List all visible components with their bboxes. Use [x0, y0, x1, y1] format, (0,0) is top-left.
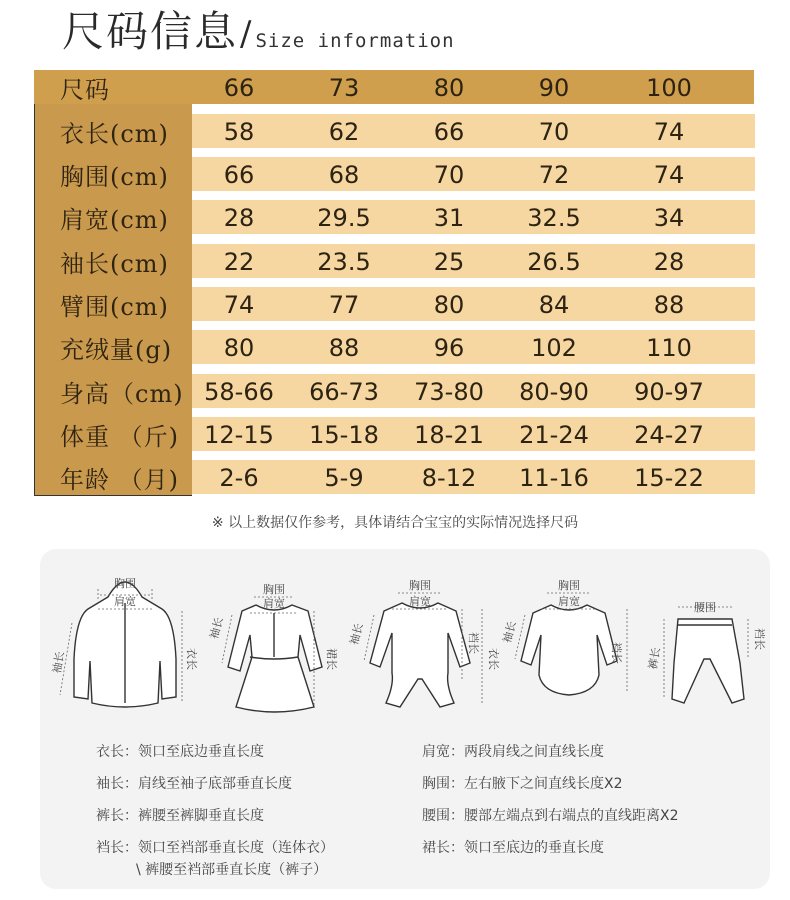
- table-cell: 102: [531, 334, 577, 362]
- definition-item: 衣长：领口至底边垂直长度: [96, 744, 264, 760]
- row-label: 年龄 （月): [60, 465, 179, 494]
- table-cell: 15-18: [309, 421, 379, 449]
- romper-sleeve-label: 袖长: [347, 621, 366, 647]
- bodysuit-crotch-label: 裆长: [610, 642, 623, 664]
- jacket-length-label: 衣长: [185, 648, 198, 670]
- header-size: 73: [328, 74, 360, 102]
- table-cell: 66: [433, 118, 465, 146]
- table-cell: 73-80: [414, 378, 484, 406]
- table-cell: 28: [223, 204, 255, 232]
- definition-item: 肩宽：两段肩线之间直线长度: [422, 744, 604, 760]
- dress-shoulder-label: 肩宽: [263, 597, 285, 610]
- jacket-chest-label: 胸围: [114, 577, 136, 590]
- header-size: 80: [433, 74, 465, 102]
- definition-item: \ 裤腰至裆部垂直长度（裤子）: [136, 862, 328, 878]
- table-cell: 15-22: [634, 464, 704, 492]
- table-cell: 24-27: [634, 421, 704, 449]
- page-title: [62, 4, 455, 56]
- table-cell: 68: [328, 161, 360, 189]
- table-row: [34, 460, 755, 494]
- row-label: 充绒量(g): [60, 335, 173, 364]
- definition-item: 裆长：领口至裆部垂直长度（连体衣）: [96, 840, 334, 856]
- table-cell: 5-9: [324, 464, 364, 492]
- title-english: Size information: [255, 30, 455, 52]
- table-cell: 70: [538, 118, 570, 146]
- definition-item: 袖长：肩线至袖子底部垂直长度: [96, 776, 292, 792]
- bodysuit-sleeve-label: 袖长: [500, 619, 519, 645]
- table-cell: 80-90: [519, 378, 589, 406]
- table-cell: 18-21: [414, 421, 484, 449]
- table-cell: 8-12: [421, 464, 477, 492]
- table-row: [34, 330, 755, 364]
- table-cell: 90-97: [634, 378, 704, 406]
- table-row: [34, 374, 755, 408]
- table-cell: 23.5: [317, 248, 371, 276]
- pants-crotch-label: 裆长: [753, 628, 766, 650]
- romper-chest-label: 胸围: [409, 579, 431, 592]
- table-cell: 110: [646, 334, 692, 362]
- definition-item: 胸围：左右腋下之间直线长度X2: [422, 776, 623, 792]
- definition-item: 裤长：裤腰至裤脚垂直长度: [96, 808, 264, 824]
- table-cell: 58-66: [204, 378, 274, 406]
- table-cell: 88: [328, 334, 360, 362]
- table-cell: 34: [653, 204, 685, 232]
- table-row: [34, 287, 755, 321]
- romper-length-label: 衣长: [487, 648, 500, 670]
- header-size: 100: [646, 74, 692, 102]
- table-cell: 70: [433, 161, 465, 189]
- table-cell: 74: [223, 291, 255, 319]
- table-cell: 72: [538, 161, 570, 189]
- row-label: 臂围(cm): [60, 292, 169, 321]
- table-cell: 58: [223, 118, 255, 146]
- table-cell: 21-24: [519, 421, 589, 449]
- table-header-row: [34, 70, 755, 104]
- pants-length-label: 裤长: [646, 646, 663, 671]
- row-label: 肩宽(cm): [60, 205, 169, 234]
- row-label: 袖长(cm): [60, 249, 169, 278]
- table-cell: 12-15: [204, 421, 274, 449]
- row-label: 胸围(cm): [60, 162, 169, 191]
- romper-illustration: [347, 563, 500, 733]
- title-chinese: 尺码信息: [62, 7, 239, 56]
- measurement-guide-panel: [40, 549, 770, 889]
- definition-item: 腰围：腰部左端点到右端点的直线距离X2: [422, 808, 679, 824]
- table-row: [34, 417, 755, 451]
- pants-illustration: [646, 563, 766, 733]
- table-cell: 11-16: [519, 464, 589, 492]
- table-cell: 29.5: [317, 204, 371, 232]
- definition-item: 裙长：领口至底边的垂直长度: [422, 840, 604, 856]
- table-row: [34, 157, 755, 191]
- table-cell: 74: [653, 161, 685, 189]
- garment-figures: [40, 549, 770, 729]
- bodysuit-illustration: [500, 563, 635, 733]
- table-cell: 80: [433, 291, 465, 319]
- dress-sleeve-label: 袖长: [207, 615, 226, 641]
- row-label: 体重 （斤): [60, 422, 179, 451]
- jacket-sleeve-label: 袖长: [50, 650, 67, 675]
- row-label: 尺码: [60, 75, 110, 104]
- dress-illustration: [207, 563, 340, 733]
- bodysuit-shoulder-label: 肩宽: [558, 595, 580, 608]
- table-cell: 28: [653, 248, 685, 276]
- table-row: [34, 114, 755, 148]
- table-cell: 96: [433, 334, 465, 362]
- table-cell: 77: [328, 291, 360, 319]
- jacket-shoulder-label: 肩宽: [114, 595, 136, 608]
- bodysuit-chest-label: 胸围: [558, 579, 580, 592]
- table-cell: 74: [653, 118, 685, 146]
- table-cell: 62: [328, 118, 360, 146]
- table-cell: 22: [223, 248, 255, 276]
- table-cell: 88: [653, 291, 685, 319]
- romper-crotch-label: 裆长: [467, 632, 480, 654]
- table-cell: 66: [223, 161, 255, 189]
- table-cell: 26.5: [527, 248, 581, 276]
- romper-shoulder-label: 肩宽: [409, 595, 431, 608]
- header-size: 90: [538, 74, 570, 102]
- table-cell: 25: [433, 248, 465, 276]
- dress-skirt-label: 裙长: [325, 648, 338, 670]
- pants-waist-label: 腰围: [694, 601, 716, 614]
- dress-chest-label: 胸围: [263, 583, 285, 596]
- table-row: [34, 244, 755, 278]
- table-cell: 31: [433, 204, 465, 232]
- row-label: 身高（cm): [60, 379, 184, 408]
- reference-note: ※ 以上数据仅作参考，具体请结合宝宝的实际情况选择尺码: [211, 515, 579, 531]
- table-cell: 2-6: [219, 464, 259, 492]
- table-cell: 32.5: [527, 204, 581, 232]
- size-table: [34, 70, 755, 496]
- title-slash: /: [240, 14, 252, 54]
- table-row: [34, 200, 755, 234]
- table-cell: 80: [223, 334, 255, 362]
- jacket-illustration: [50, 563, 200, 733]
- table-cell: 66-73: [309, 378, 379, 406]
- table-cell: 84: [538, 291, 570, 319]
- row-label: 衣长(cm): [60, 119, 169, 148]
- header-size: 66: [223, 74, 255, 102]
